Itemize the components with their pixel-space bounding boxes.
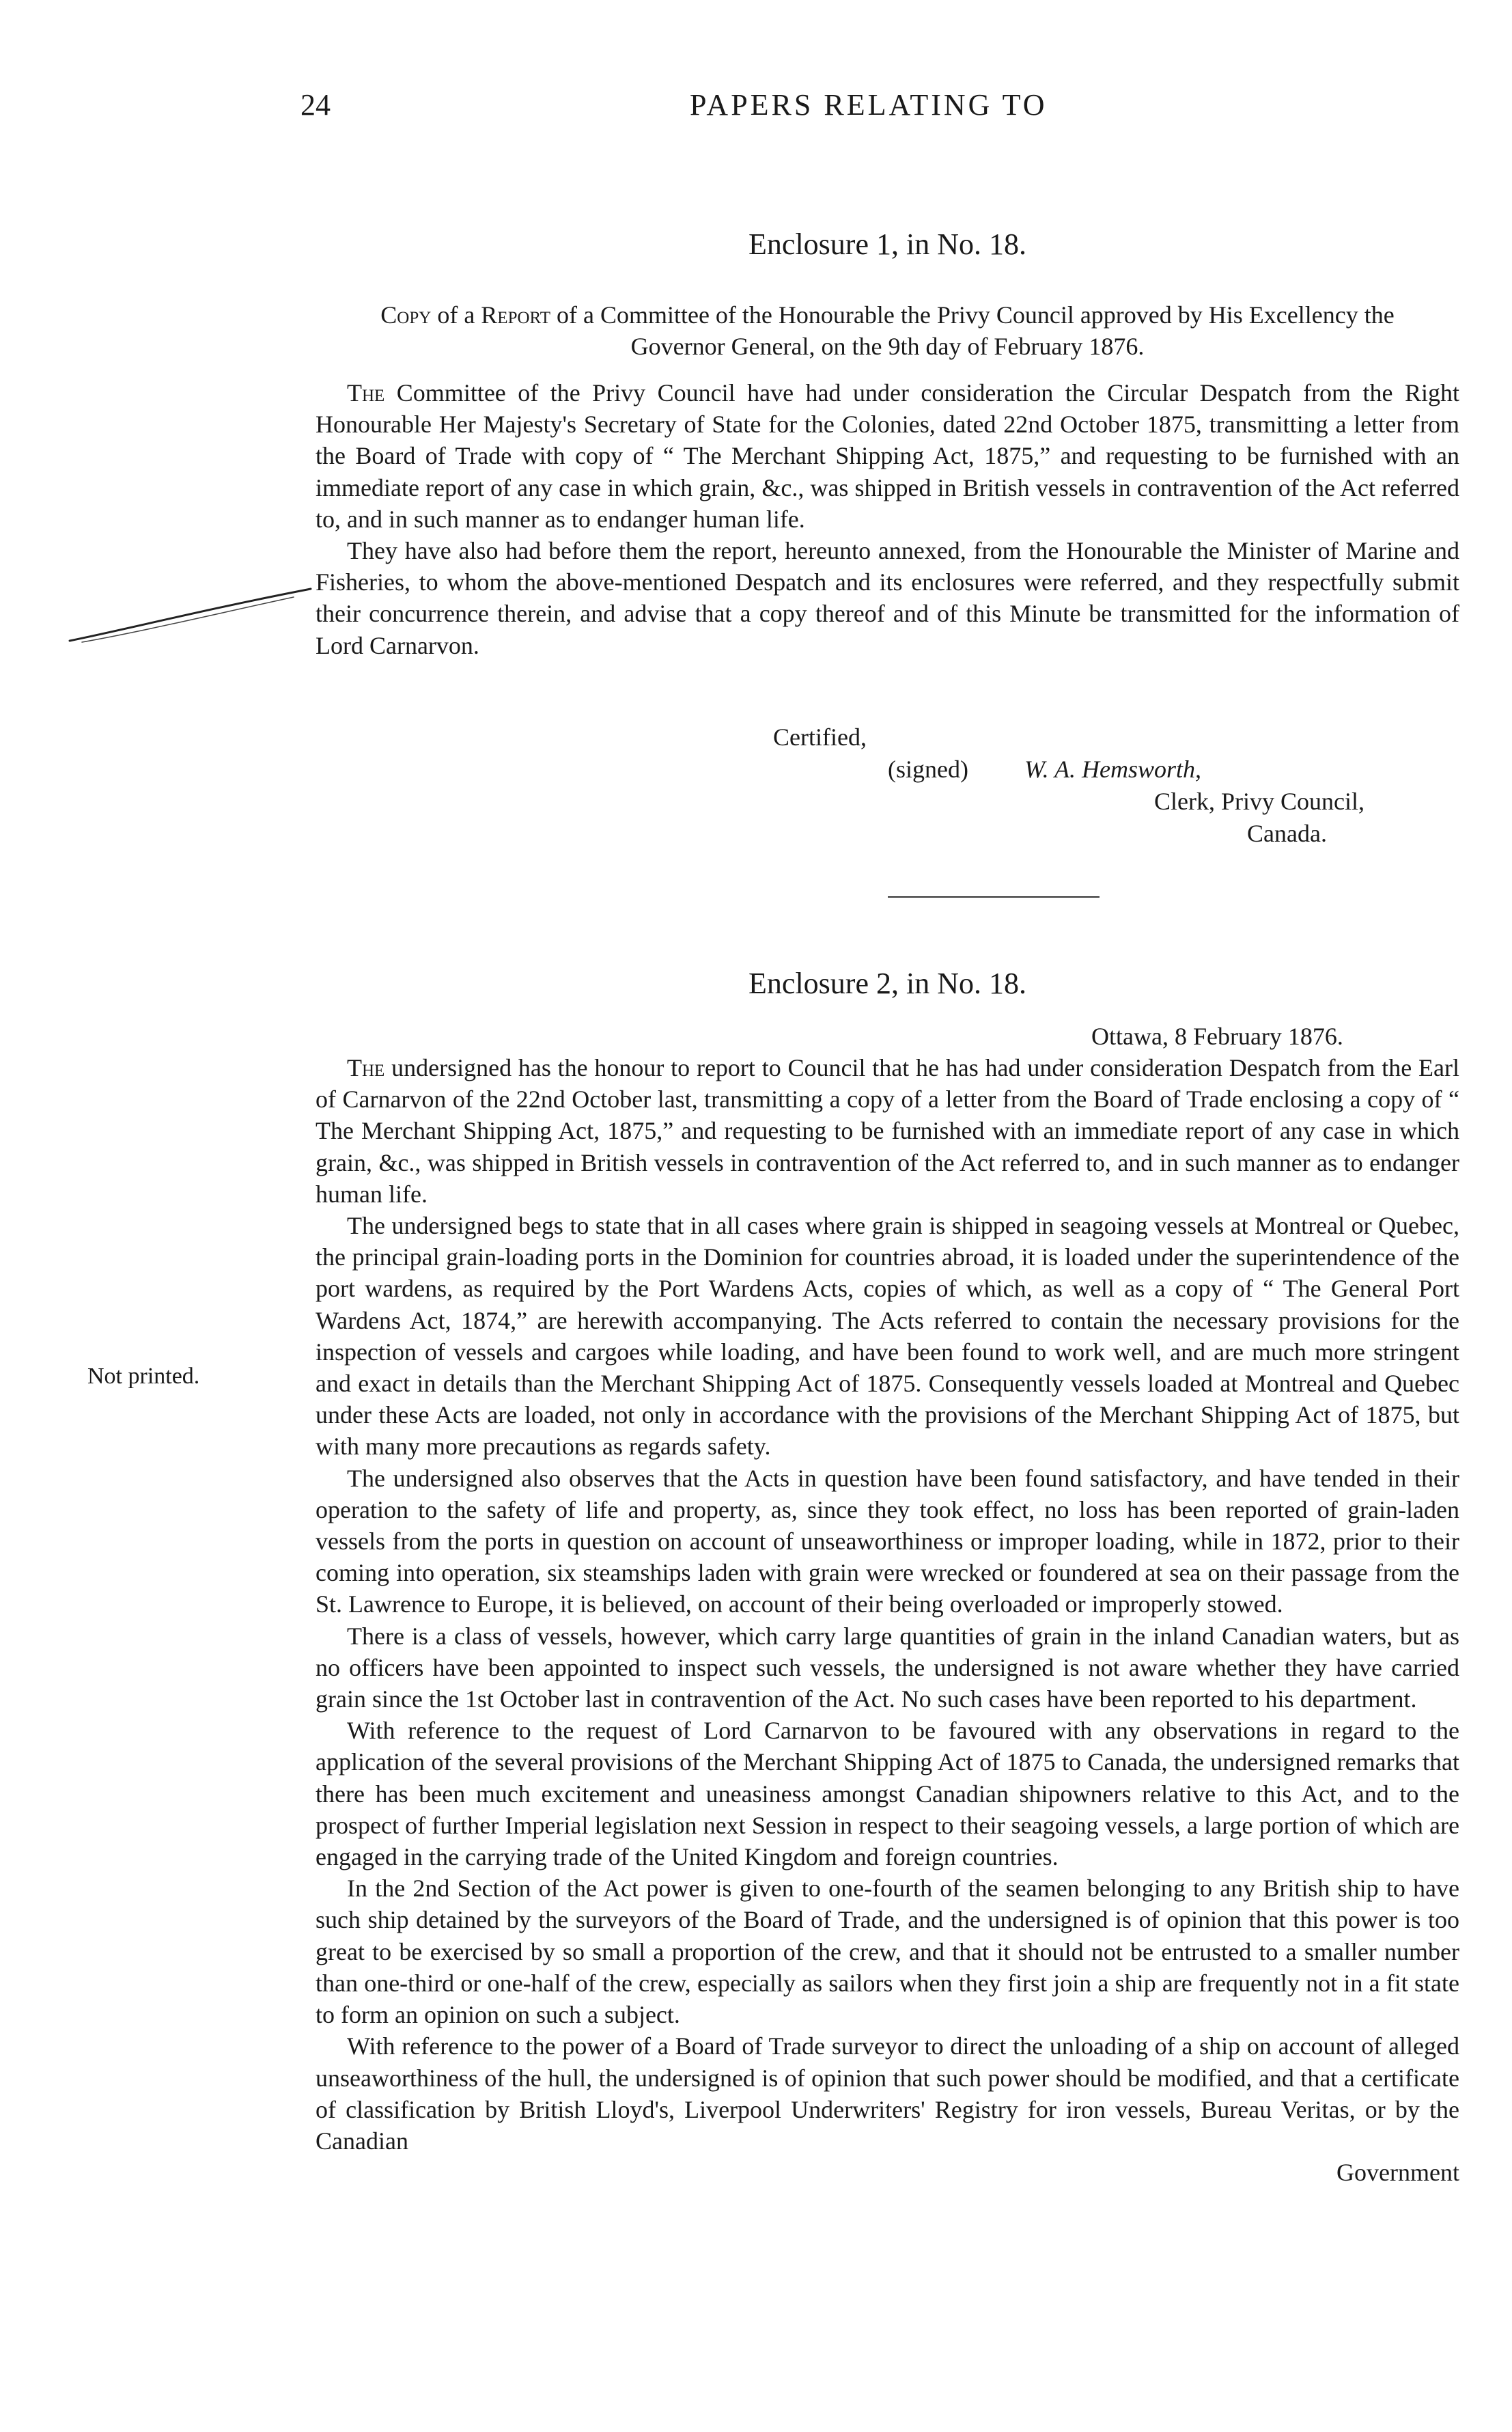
enclosure-1-paragraph [316,377,1459,535]
enclosure-2-paragraph [316,1210,1459,1463]
paragraph-text: Committee of the Privy Council have had under consideration the Circular Despatch from the Right Honourable Her Majesty's Secretary of State for the Colonies, dated 22nd October 1875, transmitting a letter from the Board of Trade with copy of “ The Merchant Shipping Act, 1875,” and requesting to be furnished with an immediate report of any case in which grain, &c., was shipped in British vessels in contravention of the Act referred to, and in such manner as to endanger human life. [316,379,1459,533]
paragraph-text: They have also had before them the report, hereunto annexed, from the Honourable the Minister of Marine and Fisheries, to whom the above-mentioned Despatch and its enclosures were referred, and they respectfully submit their concurrence therein, and advise that a copy thereof and of this Minute be transmitted for the information of Lord Carnarvon. [316,537,1459,659]
signatory-title-2: Canada. [1247,820,1327,847]
enclosure-2-paragraph [316,1715,1459,1873]
copy-heading [316,299,1459,362]
paragraph-lead: The [347,1054,385,1081]
signed-label: (signed) [888,756,968,783]
page-number: 24 [300,88,331,122]
copy-of-a: of a [437,301,475,329]
certified-label: Certified, [773,723,867,751]
signatory-name-text: W. A. Hemsworth, [1024,756,1202,783]
enclosure-2-paragraph [316,1052,1459,1210]
enclosure-1-heading-block [316,227,1459,262]
paragraph-text: The undersigned begs to state that in all cases where grain is shipped in seagoing vessels at Montreal or Quebec, the principal grain-loading ports in the Dominion for countries abroad, it is loaded under the superintendence of the port wardens, as required by the Port Wardens Acts, copies of which, as well as a copy of “ The General Port Wardens Act, 1874,” are herewith accompanying. The Acts referred to contain the necessary provisions for the inspection of vessels and cargoes while loading, and have been found to work well, and are much more stringent and exact in details than the Merchant Shipping Act of 1875. Consequently vessels loaded at Montreal and Quebec under these Acts are loaded, not only in accordance with the provisions of the Merchant Shipping Act of 1875, but with many more precautions as regards safety. [316,1212,1459,1461]
margin-pen-stroke [68,574,314,656]
paragraph-text: The undersigned also observes that the Acts in question have been found satisfactory, and have tended in their operation to the safety of life and property, as, since they took effect, no loss has been reported of grain-laden vessels from the ports in question on account of unseaworthiness or improper loading, while in 1872, prior to their coming into operation, six steamships laden with grain were wrecked or foundered at sea on their passage from the St. Lawrence to Europe, it is believed, on account of their being overloaded or improperly stowed. [316,1464,1459,1618]
paragraph-text: undersigned has the honour to report to Council that he has had under consideration Despatch from the Earl of Carnarvon of the 22nd October last, transmitting a copy of a letter from the Board of Trade enclosing a copy of “ The Merchant Shipping Act, 1875,” and requesting to be furnished with an immediate report of any case in which grain, &c., was shipped in British vessels in contravention of the Act referred to, and in such manner as to endanger human life. [316,1054,1460,1208]
section-divider [888,896,1100,898]
signatory-name [1024,754,1201,785]
enclosure-2-body [316,1052,1459,2188]
enclosure-2-paragraph [316,2030,1459,2157]
enclosure-1-copy-heading-block [316,299,1459,362]
paragraph-text: There is a class of vessels, however, which carry large quantities of grain in the inland Canadian waters, but as no officers have been appointed to inspect such vessels, the undersigned is not aware whether they have carried grain since the 1st October last in contravention of the Act. No such cases have been reported to his department. [316,1622,1459,1713]
place-date: Ottawa, 8 February 1876. [1091,1023,1343,1050]
catchword: Government [1336,2159,1459,2187]
paragraph-text: In the 2nd Section of the Act power is given to one-fourth of the seamen belonging to any British ship to have such ship detained by the surveyors of the Board of Trade, and the undersigned is of opinion that this power is too great to be exercised by so small a proportion of the crew, and that it should not be entrusted to a smaller number than one-third or one-half of the crew, especially as sailors when they first join a ship are frequently not in a fit state to form an opinion on such a subject. [316,1875,1459,2029]
enclosure-2-heading: Enclosure 2, in No. 18. [748,967,1026,1000]
enclosure-2-heading-block [316,966,1459,1001]
copy-lead: Copy [380,301,432,329]
paragraph-lead: The [347,379,385,406]
report-word: Report [481,301,550,329]
copy-rest: of a Committee of the Honourable the Privy Council approved by His Excellency the Governor General, on the 9th day of February 1876. [556,301,1395,360]
signatory-title-1: Clerk, Privy Council, [1154,788,1364,815]
enclosure-2-paragraph [316,1873,1459,2030]
margin-note: Not printed. [87,1364,200,1389]
paragraph-text: With reference to the request of Lord Carnarvon to be favoured with any observations in regard to the application of the several provisions of the Merchant Shipping Act of 1875 to Canada, the undersigned remarks that there has been much excitement and uneasiness amongst Canadian shipowners relative to this Act, and to the prospect of further Imperial legislation next Session in respect to their seagoing vessels, a large portion of which are engaged in the carrying trade of the United Kingdom and foreign countries. [316,1717,1459,1871]
page-header [0,87,1512,128]
enclosure-2-paragraph [316,1463,1459,1620]
paragraph-text: With reference to the power of a Board of Trade surveyor to direct the unloading of a ship on account of alleged unseaworthiness of the hull, the undersigned is of opinion that such power should be modified, and that a certificate of classification by British Lloyd's, Liverpool Underwriters' Registry for iron vessels, Bureau Veritas, or by the Canadian [316,2032,1459,2155]
enclosure-1-paragraph [316,535,1459,661]
enclosure-1-body [316,377,1459,661]
enclosure-1-heading: Enclosure 1, in No. 18. [748,227,1026,261]
running-title: PAPERS RELATING TO [690,88,1048,122]
enclosure-2-paragraph [316,1620,1459,1715]
